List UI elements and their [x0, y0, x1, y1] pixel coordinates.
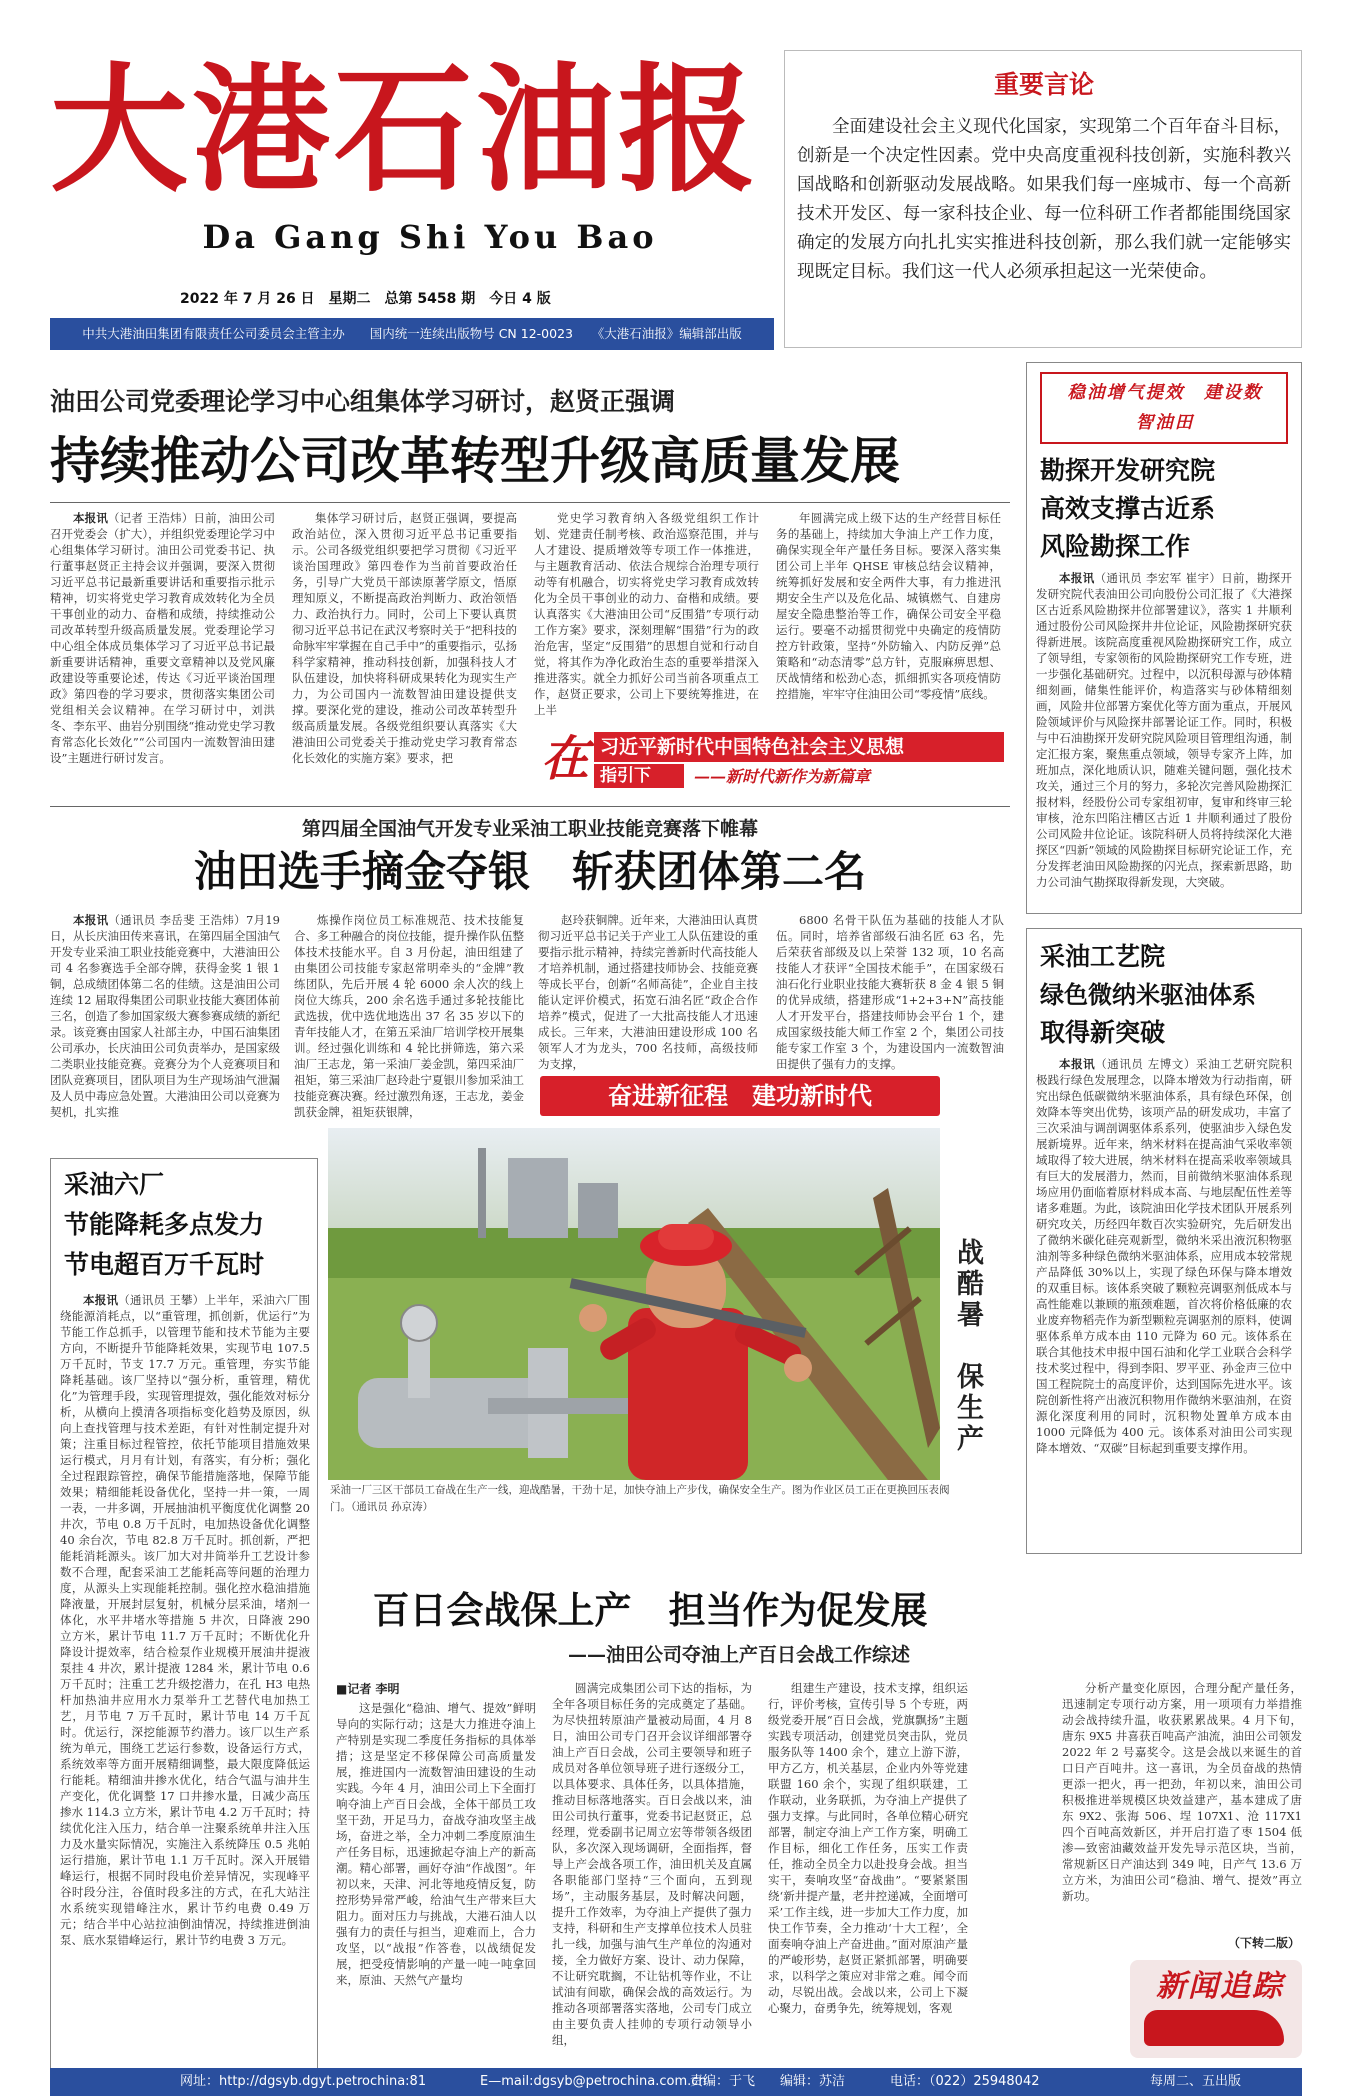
story3-headline3: 节电超百万千瓦时: [64, 1250, 265, 1279]
side1-headline1: 勘探开发研究院: [1040, 456, 1216, 485]
side1-headline3: 风险勘探工作: [1040, 532, 1191, 561]
footer-designer: 编辑：苏洁: [780, 2074, 846, 2089]
sponsor-bar: [50, 318, 774, 350]
lead-kicker: 油田公司党委理论学习中心组集体学习研讨，赵贤正强调: [50, 387, 676, 416]
side2-headline3: 取得新突破: [1040, 1018, 1166, 1047]
photo-frame: [328, 1128, 940, 1480]
issue-line: 2022 年 7 月 26 日 星期二 总第 5458 期 今日 4 版: [180, 291, 551, 307]
lead-divider: [50, 502, 1010, 503]
masthead-pinyin: Da Gang Shi You Bao: [202, 218, 658, 256]
caption-credit: （通讯员 孙京涛）: [351, 1501, 434, 1513]
quote-text: 全面建设社会主义现代化国家，实现第二个百年奋斗目标，创新是一个决定性因素。党中央高度重视科技创新，实施科教兴国战略和创新驱动发展战略。如果我们每一座城市、每一个高新技术开发区、每一家科技企业、每一位科研工作者都能围绕国家确定的发展方向扎扎实实推进科技创新，那么我们就一定能够实现既定目标。我们这一代人必须承担起这一光荣使命。: [797, 117, 1291, 282]
xi-big-char: 在: [540, 731, 589, 787]
story4-byline: ■记者 李明: [336, 1682, 400, 1696]
story2-col1: 本报讯（通讯员 李岳斐 王浩炜）7月19日，从长庆油田传来喜讯，在第四届全国油气开发专业采油工职业技能竞赛中，大港油田公司 4 名参赛选手全部夺牌，获得金奖 1 银 1 铜，总成绩团体第二名的佳绩。这是油田公司连续 12 届取得集团公司职业技能大赛团体前三名，创造了参加国家级大赛参赛成绩的新纪录。该竞赛由国家人社部主办，中国石油集团公司承办，长庆油田公司负责举办，是国家级二类职业技能竞赛。竞赛分为个人竞赛项目和团队竞赛项目，团队项目为生产现场油气泄漏及人员中毒应急处置。大港油田公司以竞赛为契机，扎实推: [50, 913, 281, 1119]
story2-headline: 油田选手摘金夺银 斩获团体第二名: [193, 847, 866, 896]
story2-col3: 赵玲获铜牌。近年来，大港油田认真贯彻习近平总书记关于产业工人队伍建设的重要指示批示精神，持续完善新时代高技能人才培养机制，通过搭建技师协会、技能竞赛等成长平台，创新“名师高徒”，企业自主技能认定评价模式，拓宽石油名匠“政企合作培养”模式，促进了一大批高技能人才迅速成长。三年来，大港油田建设形成 100 名领军人才为龙头，700 名技师，高级技师为支撑，: [538, 913, 758, 1071]
footer-phone: 电话：（022）25948042: [890, 2074, 1040, 2089]
quote-box: [784, 50, 1302, 348]
story2-col4: 6800 名骨干队伍为基础的技能人才队伍。同时，培养省部级石油名匠 63 名，先后荣获省部级及以上荣誉 132 项，10 名高技能人才获评“全国技术能手”，在国家级石油石化行业职业技能大赛斩获 8 金 4 银 5 铜的优异成绩，搭建形成“1+2+3+N”高技能人才开发平台，搭建技师协会平台 1 个，建成国家级技能大师工作室 2 个，集团公司技能专家工作室 3 个，为建设国内一流数智油田提供了强有力的支撑。: [776, 913, 1004, 1071]
footer-website[interactable]: 网址：http://dgsyb.dgyt.petrochina:81: [180, 2074, 427, 2089]
lead-col4: 年圆满完成上级下达的生产经营目标任务的基础上，持续加大争油上产工作力度，确保实现全年产量任务目标。要深入落实集团公司上半年 QHSE 审核总结会议精神，统筹抓好发展和安全两件大事，有力推进汛期安全生产以及危化品、城镇燃气、自建房屋安全隐患整治等工作，确保公司安全平稳运行。要毫不动摇贯彻党中央确定的疫情防控方针政策，坚持“外防输入、内防反弹”总策略和“动态清零”总方针，克服麻痹思想、厌战情绪和松劲心态，抓细抓实各项疫情防控措施，牢牢守住油田公司“零疫情”底线。: [776, 511, 1001, 701]
xi-line3: ——新时代新作为新篇章: [694, 767, 871, 786]
lead-col2: 集体学习研讨后，赵贤正强调，要提高政治站位，深入贯彻习近平总书记重要指示。公司各级党组织要把学习贯彻《习近平谈治国理政》第四卷作为当前首要政治任务，引导广大党员干部读原著学原文，悟原理知原义，不断提高政治判断力、政治领悟力、政治执行力。同时，公司上下要认真贯彻习近平总书记在武汉考察时关于“把科技的命脉牢牢掌握在自己手中”的重要指示，弘扬科学家精神，推动科技创新，加强科技人才队伍建设，加快将科研成果转化为现实生产力，为公司国内一流数智油田建设提供支撑。要深化党的建设，推动公司改革转型升级高质量发展。各级党组织要认真落实《大港油田公司党委关于推动党史学习教育常态化长效化的实施方案》要求，把: [292, 511, 517, 765]
side1-text: 本报讯（通讯员 李宏军 崔宇）日前，勘探开发研究院代表油田公司向股份公司汇报了《大港探区古近系风险勘探井位部署建议》，落实 1 井顺利通过股份公司风险探井井位论证，风险勘探研究获得新进展。该院高度重视风险勘探研究工作，成立了领导组，专家领衔的风险勘探研究工作专班，进一步强化基础研究。过程中，以沉积母源与砂体精细刻画，储集性能评价，构造落实与砂体精细刻画，风险井位部署方案优化等方面为重点，开展风险领域评价与风险探井部署论证工作。同时，积极与中石油勘探开发研究院风险项目管理组沟通，制定汇报方案，聚焦重点领域，领导专家齐上阵，加班加点，深化地质认识，随难关键问题，强化技术攻关，通过三个月的努力，多轮次完善风险勘探汇报材料，经股份公司专家组初审，复审和终审三轮审核，沧东凹陷注槽区古近 1 井顺利通过了股份公司风险井位论证。该院科研人员将持续深化大港探区“四新”领域的风险勘探目标研究论证工作，充分发挥老油田风险勘探的闪光点，探索新思路，助力公司油气勘探取得新发现，大突破。: [1036, 571, 1292, 889]
story3-headline2: 节能降耗多点发力: [64, 1210, 265, 1239]
oil-worker-photo: [328, 1128, 940, 1480]
story3-headline1: 采油六厂: [64, 1170, 165, 1199]
masthead-title: 大港石油报: [50, 48, 761, 211]
sponsor-text: 中共大港油田集团有限责任公司委员会主管主办 国内统一连续出版物号 CN 12-0023 《大港石油报》编辑部出版: [82, 326, 742, 341]
story2-col2: 炼操作岗位员工标准规范、技术技能复合、多工种融合的岗位技能，提升操作队伍整体技术技能水平。自 3 月份起，油田组建了由集团公司技能专家赵常明牵头的“金牌”教练团队，先后开展 4 轮 6000 余人次的线上岗位大练兵，200 余名选手通过多轮技能比武选拔，优中选优地选出 37 名 35 岁以下的青年技能人才，在第五采油厂培训学校开展集训。经过强化训练和 4 轮比拼筛选，第六采油厂王志龙，第一采油厂姜金凯，第四采油厂祖矩，第三采油厂赵玲赴宁夏银川参加采油工技能竞赛决赛。经过激烈角逐，王志龙，姜金凯获金牌，祖矩获银牌，: [294, 913, 524, 1119]
xi-line1: 习近平新时代中国特色社会主义思想: [600, 736, 905, 758]
masthead: [50, 50, 770, 350]
news-track-text: 新闻追踪: [1156, 1969, 1284, 2004]
footer-editor: 责编：于飞: [690, 2074, 756, 2089]
footer-bar: [50, 2068, 1302, 2096]
quote-title: 重要言论: [993, 70, 1094, 99]
lead-col1: 本报讯（记者 王浩炜）日前，油田公司召开党委会（扩大），并组织党委理论学习中心组集体学习研讨。油田公司党委书记、执行董事赵贤正主持会议并强调，要深入贯彻习近平总书记最新重要讲话和重要指示批示精神，切实将党史学习教育成效转化为全员干事创业的动力、奋楷和成绩，持续推动公司改革转型升级高质量发展。党委理论学习中心组全体成员集体学习了习近平总书记最新重要讲话精神，重要文章精神以及党风廉政建设等重要论述，传达《习近平谈治国理政》第四卷的学习要求，贯彻落实集团公司党组相关会议精神。在学习研讨中，刘洪冬、李东平、曲岩分别围绕“推动党史学习教育常态化长效化”“公司国内一流数智油田建设”主题进行研讨发言。: [50, 511, 276, 765]
story4-col2: 圆满完成集团公司下达的指标，为全年各项目标任务的完成奠定了基础。为尽快扭转原油产量被动局面，4 月 8 日，油田公司专门召开会议详细部署夺油上产百日会战，公司主要领导和班子成员对各单位领导班子进行逐级分工，以具体要求、具体任务，以具体措施，推动目标落地落实。百日会战以来，油田公司执行董事，党委书记赵贤正，总经理，党委副书记周立宏等带领各级团队，多次深入现场调研，全面指挥，督导上产会战各项工作，油田机关及直属各职能部门坚持“三个面向，五到现场”，主动服务基层，及时解决问题，提升工作效率，为夺油上产提供了强力支持，科研和生产支撑单位技术人员驻扎一线，加强与油气生产单位的沟通对接，全力做好方案、设计、动力保障，不让研究耽搁，不让钻机等作业，不让试油有间歇，确保会战的高效运行。为推动各项部署落实落地，公司专门成立由主要负责人挂帅的专项行动领导小组，: [552, 1681, 752, 2047]
caption-text: 采油一厂三区干部员工奋战在生产一线，迎战酷暑，干劲十足，加快夺油上产步伐，确保安全生产。图为作业区员工正在更换回压表阀门。: [330, 1484, 950, 1513]
side1-banner: [1040, 372, 1288, 444]
story4-subhead: ——油田公司夺油上产百日会战工作综述: [567, 1644, 910, 1666]
story3-text: 本报讯（通讯员 王攀）上半年，采油六厂围绕能源消耗点，以“重管理，抓创新，优运行”为节能工作总抓手，以管理节能和技术节能为主要方向，不断提升节能降耗效果，实现节电 107.5 万千瓦时，节支 17.7 万元。重管理，夯实节能降耗基础。该厂坚持以“强分析，重管理，精优化”为管理手段，实现管理提效，强化能效对标分析，从横向上摸清各项指标变化趋势及原因，纵向上查找管理与技术差距，有针对性制定提升对策；注重目标过程管控，依托节能项目措施效果运行模式，月月有计划，有落实，有分析；强化全过程跟踪管控，确保节能措施落地，保障节能效果；精细能耗设备优化，坚持一井一策，一周一表，一井多调，开展抽油机平衡度优化调整 20 井次，节电 0.8 万千瓦时，电加热设备优化调整 40 余台次，节电 82.8 万千瓦时。抓创新，严把能耗消耗源头。该厂加大对井筒举升工艺设计参数不合理，配套采油工艺能耗高等问题的治理力度，从源头上实现能耗控制。强化控水稳油措施降液量，开展封层复射，机械分层采油，堵剂一体化，水平井堵水等措施 5 井次，日降液 290 立方米，累计节电 11.7 万千瓦时；不断优化升降设计提效率，结合检泵作业规模开展油井提液泵挂 4 井次，累计提液 1284 米，累计节电 0.6 万千瓦时；注重工艺升级挖潜力，在孔 H3 电热杆加热油井应用水力泵举升工艺替代电加热工艺，月节电 7 万千瓦时，累计节电 14 万千瓦时。优运行，深挖能源节约潜力。该厂以生产系统为单元，围绕工艺运行参数，设备运行方式，系统效率等方面开展精细调整，最大限度降低运行能耗。精细油井掺水优化，结合气温与油井生产变化，优化调整 17 口井掺水量，日减少高压掺水 114.3 立方米，累计节电 4.2 万千瓦时；持续优化注入压力，结合单一注聚系统单井注入压力及水量实际情况，实施注入系统降压 0.5 兆帕运行措施，累计节电 1.1 万千瓦时。深入开展错峰运行，根据不同时段电价差异情况，实现峰平谷时段分注，谷值时段多注的方式，在孔大站注水系统实现错峰注水，累计节约电费 0.49 万元；结合半中心站拉油倒油情况，持续推进倒油泵、底水泵错峰运行，累计节约电费 3 万元。: [60, 1293, 311, 1947]
news-track-car-icon: [1144, 2010, 1284, 2046]
footer-email[interactable]: E—mail:dgsyb@petrochina.com.cn: [480, 2074, 707, 2089]
xi-line2: 指引下: [600, 766, 651, 786]
lead-col3: 党史学习教育纳入各级党组织工作计划、党建责任制考核、政治巡察范围，并与人才建设、提质增效等专项工作一体推进，与主题教育活动、依法合规综合治理专项行动等有机融合，切实将党史学习教育成效转化为全员干事创业的动力、奋楷和成绩。要认真落实《大港油田公司“反围猎”专项行动工作方案》要求，深刻理解“围猎”行为的政治危害，坚定“反围猎”的思想自觉和行动自觉，将其作为净化政治生态的重要举措深入推进落实。就全力抓好公司当前各项重点工作，赵贤正要求，公司上下要统筹推进，在上半: [534, 511, 759, 717]
story4-headline: 百日会战保上产 担当作为促发展: [372, 1589, 928, 1632]
photo-vertical-title: 战酷暑 保生产: [952, 1238, 983, 1455]
footer-schedule: 每周二、五出版: [1150, 2074, 1242, 2089]
story4-col1: 这是强化“稳油、增气、提效”鲜明导向的实际行动；这是大力推进夺油上产特别是实现二季度任务指标的具体举措；这是坚定不移保障公司高质量发展，推进国内一流数智油田建设的生动实践。今年 4 月，油田公司上下全面打响夺油上产百日会战，全体干部员工攻坚干劲，开足马力，奋战夺油攻坚主战场，奋进之举，全力冲刺二季度原油生产任务目标，迅速掀起夺油上产的新高潮。精心部署，画好夺油“作战图”。年初以来，天津、河北等地疫情反复，防控形势异常严峻，给油气生产带来巨大阻力。面对压力与挑战，大港石油人以强有力的责任与担当，迎难而上，合力攻坚，以“战报”作答卷，以战绩促发展，把受疫情影响的产量一吨一吨拿回来，原油、天然气产量均: [336, 1701, 536, 1987]
photo-caption: [330, 1482, 970, 1518]
story2-divider: [50, 806, 1010, 807]
side1-headline2: 高效支撑古近系: [1040, 494, 1216, 523]
side1-banner-text: 稳油增气提效 建设数智油田: [1067, 383, 1263, 433]
new-era-banner: [540, 1076, 940, 1116]
xi-banner: [534, 728, 1004, 790]
side2-headline2: 绿色微纳米驱油体系: [1040, 980, 1256, 1009]
side2-text: 本报讯（通讯员 左博文）采油工艺研究院积极践行绿色发展理念，以降本增效为行动指南，研究出绿色低碳微纳米驱油体系，具有绿色环保，创效降本等突出优势，该项产品的研发成功，丰富了三次采油与调剖调驱体系系列，使驱油步入绿色发展新境界。近年来，纳米材料在提高油气采收率领域取得了较大进展，纳米材料在提高采收率领域具有巨大的发展潜力，然而，目前微纳米驱油体系现场应用仍面临着原材料成本高、与地层配伍性差等诸多难题。为此，该院油田化学技术团队开展系列研究攻关，历经四年数百次实验研究，先后研发出了微纳米碳化硅亮观新型，微纳米采出液沉积物驱油剂等多种绿色微纳米驱油体系，应用成本较常规产品降低 30%以上，实现了绿色环保与降本增效的双重目标。该体系突破了颗粒亮调驱剂低成本与高性能难以兼顾的瓶颈难题，首次将价格低廉的农业废弃物稻壳作为新型颗粒亮调驱剂的原料，使调驱体系单方成本由 110 元降为 60 元。该体系在联合其他技术申报中国石油和化学工业联合会科学技术奖过程中，得到李阳、罗平亚、孙金声三位中国工程院院士的高度评价，达到国际先进水平。该院创新性将产出液沉积物用作微纳米驱油剂，在资源化深度利用的同时，沉积物处置单方成本由 1000 元降低为 400 元。该体系对油田公司实现降本增效、“双碳”目标起到重要支撑作用。: [1036, 1057, 1293, 1455]
story4-continue: （下转二版）: [1227, 1936, 1300, 1950]
news-track-badge: [1130, 1960, 1302, 2058]
new-era-text: 奋进新征程 建功新时代: [608, 1082, 872, 1110]
side2-headline1: 采油工艺院: [1040, 942, 1166, 971]
lead-headline: 持续推动公司改革转型升级高质量发展: [50, 432, 900, 490]
story4-col3: 组建生产建设，技术支撑，组织运行，评价考核，宣传引导 5 个专班，两级党委开展“百日会战，党旗飘扬”主题实践专项活动，创建党员突击队，党员服务队等 1400 余个，建立上游下游，甲方乙方，机关基层，企业内外等党建联盟 160 余个，实现了组织联建，工作联动，业务联抓，为夺油上产提供了强力支撑。与此同时，各单位精心研究部署，制定夺油上产工作方案，明确工作目标，细化工作任务，压实工作责任，推动全员全力以赴投身会战。担当实干，奏响攻坚“奋战曲”。“要紧紧围绕‘新井提产量，老井控递减，全面增可采’工作主线，进一步加大工作力度，加快工作节奏，全力推动‘十大工程’，全面奏响夺油上产奋进曲。”面对原油产量的严峻形势，赵贤正紧抓部署，明确要求，以科学之策应对非常之难。闻令而动，尽锐出战。会战以来，公司上下凝心聚力，奋勇争先，统筹规划，客观: [768, 1681, 968, 2015]
story2-kicker: 第四届全国油气开发专业采油工职业技能竞赛落下帷幕: [301, 818, 758, 840]
story4-col4: 分析产量变化原因，合理分配产量任务，迅速制定专项行动方案，用一项项有力举措推动会战持续升温，收获累累战果。4 月下旬，唐东 9X5 井喜获百吨高产油流，油田公司领发 2022 年 2 号嘉奖令。这是会战以来诞生的首口日产百吨井。这一喜讯，为全员奋战的热情更添一把火，再一把劲，年初以来，油田公司积极推进举规模区块效益建产，基本建成了唐东 9X2、张海 506、埕 107X1、沧 117X1 四个百吨高效新区，并开启打造了枣 1504 低渗—致密油藏效益开发先导示范区块，当前，常规新区日产油达到 349 吨，日产气 13.6 万立方米，为油田公司“稳油、增气、提效”再立新功。: [1062, 1681, 1302, 1903]
